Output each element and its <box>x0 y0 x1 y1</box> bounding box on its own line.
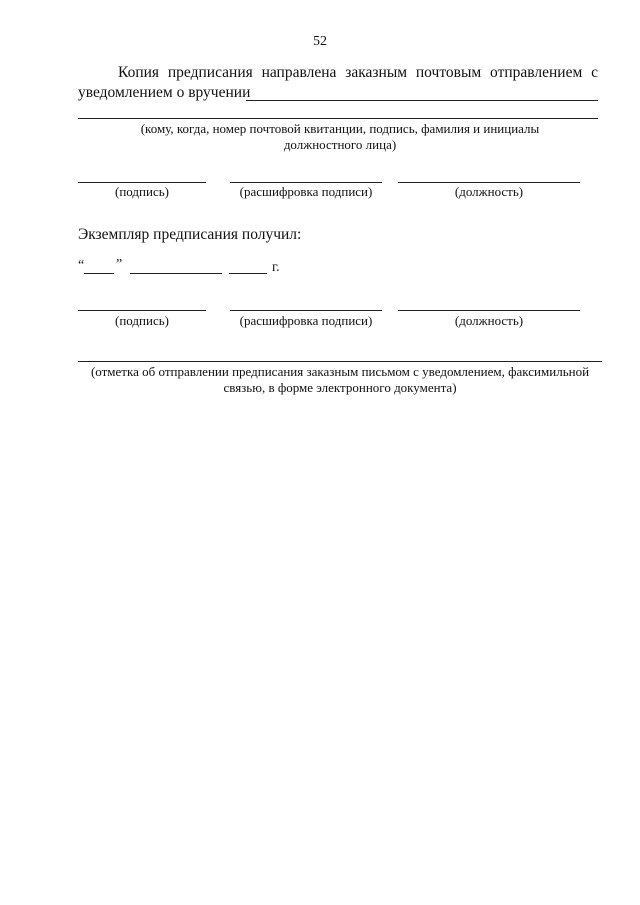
signature-label-1: (подпись) <box>115 184 169 199</box>
decoding-label-1: (расшифровка подписи) <box>239 184 373 199</box>
copy-sent-paragraph-line1: Копия предписания направлена заказным почтовым отправлением с <box>118 64 598 81</box>
sending-note-blank <box>78 361 602 362</box>
decoding-blank-1 <box>230 182 382 183</box>
position-blank-2 <box>398 310 580 311</box>
decoding-label-2: (расшифровка подписи) <box>239 313 373 328</box>
year-blank <box>229 273 267 274</box>
delivery-notice-blank <box>246 100 598 101</box>
year-suffix: г. <box>272 260 280 275</box>
signature-label-2: (подпись) <box>115 313 169 328</box>
received-text: Экземпляр предписания получил: <box>78 226 302 243</box>
open-quote: “ <box>78 258 85 273</box>
recipient-caption: (кому, когда, номер почтовой квитанции, подпись, фамилия и инициалы должностного лица) <box>140 121 540 152</box>
position-label-1: (должность) <box>454 184 524 199</box>
position-blank-1 <box>398 182 580 183</box>
position-label-2: (должность) <box>454 313 524 328</box>
sending-note-caption: (отметка об отправлении предписания заказным письмом с уведомлением, факсимильной связью, в форме электронного документа) <box>90 364 590 395</box>
decoding-blank-2 <box>230 310 382 311</box>
close-quote: ” <box>116 257 123 272</box>
signature-blank-1 <box>78 182 206 183</box>
copy-sent-paragraph-line2: уведомлением о вручении <box>78 84 251 101</box>
page-number: 52 <box>313 34 327 49</box>
month-blank <box>130 273 222 274</box>
date-row <box>78 258 84 274</box>
recipient-info-blank <box>78 118 598 119</box>
signature-blank-2 <box>78 310 206 311</box>
day-blank <box>84 273 114 274</box>
